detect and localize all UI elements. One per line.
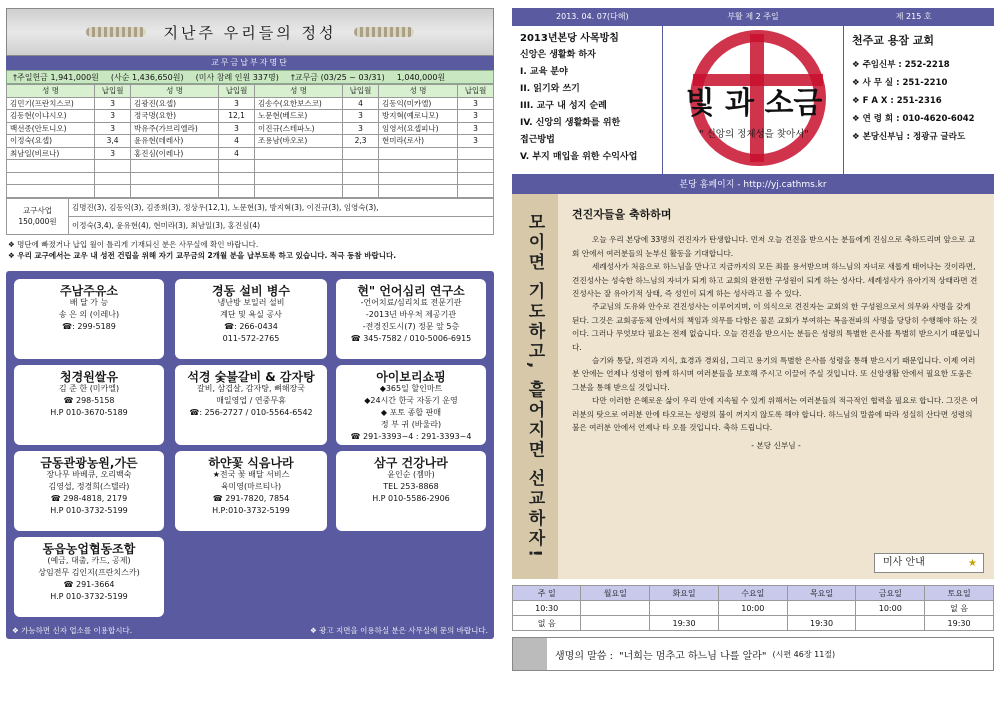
ad-card	[14, 451, 164, 531]
table-cell: 현미라(로사)	[378, 135, 457, 148]
ad-line: 냉난방 보일러 설비	[217, 297, 285, 307]
summary-item: †주일헌금 1,941,000원	[13, 73, 99, 82]
ad-line: ☎ 291-3393~4 : 291-3393~4	[350, 431, 472, 441]
table-cell: 최남일(비르나)	[7, 147, 95, 160]
ad-line: H.P 010-3732-5199	[50, 505, 128, 515]
issue-week: 부활 제 2 주일	[727, 12, 779, 21]
table-cell: 김동익(미카엘)	[378, 97, 457, 110]
left-page	[6, 8, 494, 698]
article-paragraph: 오늘 우리 본당에 33명의 견진자가 탄생합니다. 먼저 오늘 견진을 받으시는 분들에게 진심으로 축하드리며 앞으로 교회 안에서 여러분들의 눈부신 활동을 기대합니다.	[572, 235, 976, 258]
ad-line: 육미영(마르티나)	[220, 481, 282, 491]
schedule-cell: 10:30	[513, 601, 581, 616]
table-cell	[458, 147, 494, 160]
table-cell: 김광진(요셉)	[130, 97, 218, 110]
day-header: 금요일	[856, 586, 925, 601]
ad-line: 김 준 한 (미카엘)	[58, 383, 120, 393]
article-paragraph: 주교님의 도유와 안수로 견진성사는 이루어지며, 이 의식으로 견진자는 교회의 한 구성원으로서 의무와 사명을 갖게 된다. 그것은 교회공동체 안에서의 책임과 의무를 다함은 물론 교회가 부여하는 복음전파의 사명을 당당히 수행해야 하는 것이다. 그러나 무엇보다 필요는 전제 없습니다. 오늘 견진을 받으시는 분들은 성령의 특별한 은사를 특별히 받으시기 때문입니다.	[572, 302, 980, 352]
table-cell: 이정숙(요셉)	[7, 135, 95, 148]
schedule-cell	[718, 616, 787, 631]
ad-line: -2013년 바우처 제공기관	[365, 309, 457, 319]
table-cell	[95, 172, 131, 185]
ad-title: 동읍농업협동조합	[42, 541, 136, 556]
ad-line: ☎ 291-7820, 7854	[212, 493, 290, 503]
table-cell: 3	[343, 122, 379, 135]
schedule-row	[513, 601, 994, 616]
table-cell: 백선종(안토니오)	[7, 122, 95, 135]
ad-line: ◆ 포토 종합 판매	[380, 407, 442, 417]
ad-title: 경동 설비 병수	[212, 283, 290, 298]
footer-right: ❖ 광고 지면을 이용하실 분은 사무실에 문의 바랍니다.	[310, 625, 488, 635]
day-header: 수요일	[718, 586, 787, 601]
ad-line: -전경진도시(7) 정문 앞 5층	[362, 321, 460, 331]
ad-line: H.P:010-3732-5199	[212, 505, 290, 515]
logo-subtitle: " 신앙의 정체성을 찾아서"	[699, 129, 809, 140]
donation-table	[6, 84, 494, 198]
table-cell: 3	[458, 97, 494, 110]
contact-line: ❖ 연 령 회 : 010-4620-6042	[852, 114, 975, 124]
article-signature: - 본당 신부님 -	[751, 440, 801, 450]
ad-line: 상임전무 김인지(프란치스카)	[38, 567, 140, 577]
table-cell: 3	[458, 135, 494, 148]
table-row	[7, 135, 494, 148]
note: ❖ 명단에 빠졌거나 납입 월이 틀리게 기재되신 분은 사무실에 확인 바랍니다.	[8, 239, 259, 249]
summary-item: (사순 1,436,650원)	[110, 73, 184, 82]
word-label: 생명의 말씀 :	[555, 650, 614, 662]
table-cell	[254, 147, 342, 160]
ad-line: TEL 253-8868	[383, 481, 439, 491]
ad-title: 삼구 건강나라	[374, 455, 448, 470]
ad-title: 현" 언어심리 연구소	[357, 283, 465, 298]
table-cell	[219, 172, 255, 185]
table-cell	[458, 185, 494, 198]
table-row	[7, 147, 494, 160]
article-paragraph: 다만 이러한 은혜로운 삶이 우리 안에 지속될 수 있게 위해서는 여러분들의 적극적인 협력을 필요로 합니다. 그것은 여러분의 탓으로 여러분 안에 타오르는 성령의 불이 꺼지지 않도록 해야 합니다. 하느님의 말씀에 따라 성실히 산다면 성령의 불은 여러분 안에서 언제나 타 오를 것입니다. 축하 드립니다.	[572, 396, 978, 433]
ad-card	[175, 279, 327, 359]
column-header: 성 명	[130, 85, 218, 98]
table-cell	[343, 172, 379, 185]
footer-left: ❖ 가능하면 신자 업소를 이용합시다.	[12, 625, 133, 635]
ad-line: (예금, 대출, 카드, 공제)	[47, 555, 131, 565]
ad-title: 하얀꽃 식음나라	[208, 455, 294, 470]
table-cell	[343, 147, 379, 160]
schedule-cell	[787, 601, 856, 616]
table-cell	[130, 160, 218, 173]
issue-number: 제 215 호	[895, 12, 932, 21]
table-cell: 3	[343, 110, 379, 123]
schedule-cell: 없 음	[513, 616, 581, 631]
day-header: 주 일	[513, 586, 581, 601]
table-cell	[95, 160, 131, 173]
ad-line: 김영섭, 정경희(스텔라)	[48, 481, 130, 491]
ad-card	[175, 365, 327, 445]
summary-row	[6, 70, 494, 84]
column-header: 성 명	[378, 85, 457, 98]
table-cell: 12,1	[219, 110, 255, 123]
article-title: 견진자들을 축하하며	[572, 208, 672, 221]
construction-label: 교구사업	[23, 206, 52, 215]
logo-text: 빛 과 소금	[685, 86, 823, 121]
day-header: 화요일	[650, 586, 719, 601]
table-row	[7, 122, 494, 135]
column-header: 성 명	[254, 85, 342, 98]
pastoral-plan	[512, 26, 662, 174]
ad-line: ◆24시간 한국 자동기 운영	[364, 395, 458, 405]
table-row	[7, 185, 494, 198]
table-cell	[95, 185, 131, 198]
word-text: "너희는 멈추고 하느님 나를 알라"	[619, 650, 767, 662]
day-header: 토요일	[925, 586, 994, 601]
table-cell: 3,4	[95, 135, 131, 148]
table-row	[7, 160, 494, 173]
contact-line: ❖ 사 무 실 : 251-2210	[852, 78, 948, 88]
plan-title: 2013년본당 사목방침	[520, 33, 619, 44]
table-cell: 3	[219, 122, 255, 135]
construction-cell	[7, 198, 69, 234]
ad-card	[336, 451, 486, 531]
table-cell	[254, 172, 342, 185]
vertical-motto-band	[512, 194, 558, 579]
table-cell: 3	[458, 122, 494, 135]
ad-title: 청경원쌀유	[60, 369, 118, 384]
contact-line: ❖ F A X : 251-2316	[852, 96, 942, 106]
ad-line: 갈비, 삼겹살, 감자탕, 뼈해장국	[197, 383, 305, 393]
ad-line: ★전국 꽃 배달 서비스	[212, 469, 290, 479]
ad-line: ☎: 256-2727 / 010-5564-6542	[189, 407, 313, 417]
table-cell: 4	[219, 147, 255, 160]
ad-line: -언어치료/심리치료 전문기관	[360, 297, 462, 307]
ad-title: 금동관광농원,가든	[40, 455, 138, 470]
table-cell	[130, 172, 218, 185]
plan-item: III. 교구 내 성지 순례	[520, 101, 607, 111]
column-header: 납입월	[343, 85, 379, 98]
ad-line: 윤인순 (젬마)	[387, 469, 435, 479]
schedule-cell	[856, 616, 925, 631]
table-cell: 방지혁(예로니모)	[378, 110, 457, 123]
plan-item: I. 교육 분야	[520, 67, 568, 77]
table-cell	[343, 160, 379, 173]
ad-title: 석경 숯불갈비 & 감자탕	[187, 369, 315, 384]
banner-title: 지난주 우리들의 정성	[163, 23, 337, 42]
table-cell: 홍진심(이레나)	[130, 147, 218, 160]
homepage-link[interactable]: 본당 홈페이지 - http://yj.cathms.kr	[512, 176, 994, 194]
day-header: 목요일	[787, 586, 856, 601]
article-paragraph: 세례성사가 처음으로 하느님을 만나고 지금까지의 모든 죄를 용서받으며 하느님의 자녀로 새롭게 태어나는 것이라면, 견진성사는 성숙한 하느님의 자녀가 되게 하고 교회의 완전한 구성원이 되게 하는 성사다. 세례성사가 유아기적 상태라면 견진성사는 잘 유아기적 상태, 즉 성인이 되게 하는 성사라고 볼 수 있다.	[572, 262, 978, 299]
ad-line: ☎ 345-7582 / 010-5006-6915	[350, 333, 472, 343]
table-cell: 김민기(프란치스코)	[7, 97, 95, 110]
masthead	[512, 26, 994, 176]
table-cell	[130, 185, 218, 198]
summary-item: 1,040,000원	[396, 73, 446, 82]
logo-area	[662, 26, 844, 174]
column-header: 납입월	[219, 85, 255, 98]
table-cell: 3	[95, 110, 131, 123]
section-bar: 교무금납부자명단	[6, 56, 494, 70]
article	[558, 194, 994, 579]
table-cell: 3	[95, 97, 131, 110]
ad-line: ☎ 291-3664	[63, 579, 115, 589]
article-section	[512, 194, 994, 579]
schedule-row	[513, 616, 994, 631]
notes	[6, 235, 494, 265]
parish-info	[844, 26, 994, 174]
table-cell: 김동현(이냐시오)	[7, 110, 95, 123]
plan-subtitle: 신앙은 생활화 하자	[520, 50, 596, 60]
table-cell: 노문현(베드로)	[254, 110, 342, 123]
ad-line: 011-572-2765	[222, 333, 280, 343]
mass-guide-text: 미사 안내	[883, 557, 925, 568]
right-page	[512, 8, 994, 698]
table-cell: 정국명(요한)	[130, 110, 218, 123]
ad-card	[175, 451, 327, 531]
mass-schedule-table	[512, 585, 994, 631]
ad-line: 송 은 의 (이레나)	[58, 309, 120, 319]
ad-line: ☎ 298-4818, 2179	[50, 493, 128, 503]
table-cell: 조용남(바오로)	[254, 135, 342, 148]
table-cell: 이진규(스테파노)	[254, 122, 342, 135]
table-cell	[254, 160, 342, 173]
ad-line: 매일영업 / 연중무휴	[216, 395, 286, 405]
table-cell	[378, 160, 457, 173]
schedule-cell	[650, 601, 719, 616]
ads-section	[6, 271, 494, 639]
table-cell: 4	[219, 135, 255, 148]
word-reference: (시편 46장 11절)	[772, 649, 836, 659]
ad-card	[14, 365, 164, 445]
parish-name: 천주교 용잠 교회	[852, 34, 935, 47]
table-cell	[7, 185, 95, 198]
ad-line: ☎: 299-5189	[62, 321, 116, 331]
schedule-cell: 없 음	[925, 601, 994, 616]
schedule-cell: 10:00	[718, 601, 787, 616]
column-header: 납입월	[458, 85, 494, 98]
schedule-cell	[581, 601, 650, 616]
plan-item: V. 부지 매입을 위한 수익사업	[520, 152, 638, 162]
plan-item: 접근방법	[520, 135, 555, 145]
ad-title: 주남주유소	[60, 283, 118, 298]
schedule-cell: 10:00	[856, 601, 925, 616]
vertical-motto: 모이면 기도하고, 흩어지면 선교하자!	[524, 213, 545, 560]
schedule-cell: 19:30	[787, 616, 856, 631]
column-header: 납입월	[95, 85, 131, 98]
ornament-right	[354, 27, 414, 37]
construction-names: 김명진(3), 김동익(3), 김종희(3), 정상우(12,1), 노문현(3), 방지혁(3), 이진규(3), 임영숙(3),	[69, 198, 494, 216]
ad-line: 장나무 바베큐, 오리백숙	[46, 469, 132, 479]
table-cell	[378, 185, 457, 198]
ornament-left	[86, 27, 146, 37]
ad-line: H.P 010-3732-5199	[50, 591, 128, 601]
note: ❖ 우리 교구에서는 교우 내 성전 건립을 위해 자기 교무금의 2개월 분을 납부토록 하고 있습니다. 적극 동참 바랍니다.	[8, 250, 397, 260]
ad-line: ☎ 298-5158	[63, 395, 115, 405]
table-cell: 4	[343, 97, 379, 110]
schedule-header-row	[513, 586, 994, 601]
issue-bar	[512, 8, 994, 26]
table-cell: 임영서(요셉피나)	[378, 122, 457, 135]
table-cell: 3	[458, 110, 494, 123]
table-cell	[7, 160, 95, 173]
table-cell	[378, 172, 457, 185]
ad-line: 배 달 가 능	[69, 297, 109, 307]
summary-item: (미사 참례 인원 337명)	[195, 73, 279, 82]
construction-table	[6, 198, 494, 235]
construction-names: 이정숙(3,4), 윤유현(4), 현미라(3), 최남일(3), 홍진심(4)	[69, 216, 494, 234]
table-cell	[7, 172, 95, 185]
table-cell	[219, 185, 255, 198]
ad-line: 정 부 귀 (바울라)	[380, 419, 442, 429]
table-cell	[343, 185, 379, 198]
schedule-cell	[581, 616, 650, 631]
day-header: 월요일	[581, 586, 650, 601]
table-row	[7, 97, 494, 110]
table-row	[7, 172, 494, 185]
ad-card	[14, 279, 164, 359]
column-header: 성 명	[7, 85, 95, 98]
table-cell: 3	[219, 97, 255, 110]
ad-title: 아이보리쇼핑	[376, 369, 446, 384]
ad-card	[336, 279, 486, 359]
table-cell	[458, 172, 494, 185]
construction-amount: 150,000원	[18, 217, 57, 226]
ad-line: ◆365일 할인마트	[379, 383, 443, 393]
ad-line: ☎: 266-0434	[224, 321, 278, 331]
table-cell: 3	[95, 147, 131, 160]
star-icon: ★	[968, 558, 977, 569]
ad-line: 계단 및 욕실 공사	[220, 309, 282, 319]
article-paragraph: 슬기와 통달, 의견과 지식, 효경과 경외심, 그리고 용기의 특별한 은사를 성령을 통해 받으시기 때문입니다. 이제 여러분 안에는 언제나 성령이 함께 하시며 여러분들을 보호해 주시고 이끌어 주실 것입니다. 또 신앙생활 안에서 필요한 도움은 그분을 통해 받으실 것입니다.	[572, 356, 976, 392]
table-cell	[254, 185, 342, 198]
summary-item: †교무금 (03/25 ~ 03/31)	[290, 73, 385, 82]
mass-guide-label	[874, 553, 984, 573]
ad-line: H.P 010-3670-5189	[50, 407, 128, 417]
table-cell	[219, 160, 255, 173]
portrait-image	[513, 638, 547, 670]
table-cell: 김송수(요한보스코)	[254, 97, 342, 110]
schedule-cell: 19:30	[925, 616, 994, 631]
schedule-cell: 19:30	[650, 616, 719, 631]
table-cell: 윤유현(데레사)	[130, 135, 218, 148]
contact-line: ❖ 본당신부님 : 정광규 글라도	[852, 132, 966, 142]
table-cell: 3	[95, 122, 131, 135]
table-cell: 박유주(가브리엘라)	[130, 122, 218, 135]
issue-date: 2013. 04. 07(다해)	[556, 12, 629, 21]
banner	[6, 8, 494, 56]
plan-item: IV. 신앙의 생활화를 위한	[520, 118, 621, 128]
table-row	[7, 110, 494, 123]
word-of-life	[512, 637, 994, 671]
table-cell: 2,3	[343, 135, 379, 148]
contact-line: ❖ 주임신부 : 252-2218	[852, 60, 950, 70]
ad-card	[336, 365, 486, 445]
plan-item: II. 읽기와 쓰기	[520, 84, 580, 94]
ads-footer	[6, 623, 494, 639]
table-cell	[458, 160, 494, 173]
ad-line: H.P 010-5586-2906	[372, 493, 450, 503]
table-cell	[378, 147, 457, 160]
ad-card	[14, 537, 164, 617]
